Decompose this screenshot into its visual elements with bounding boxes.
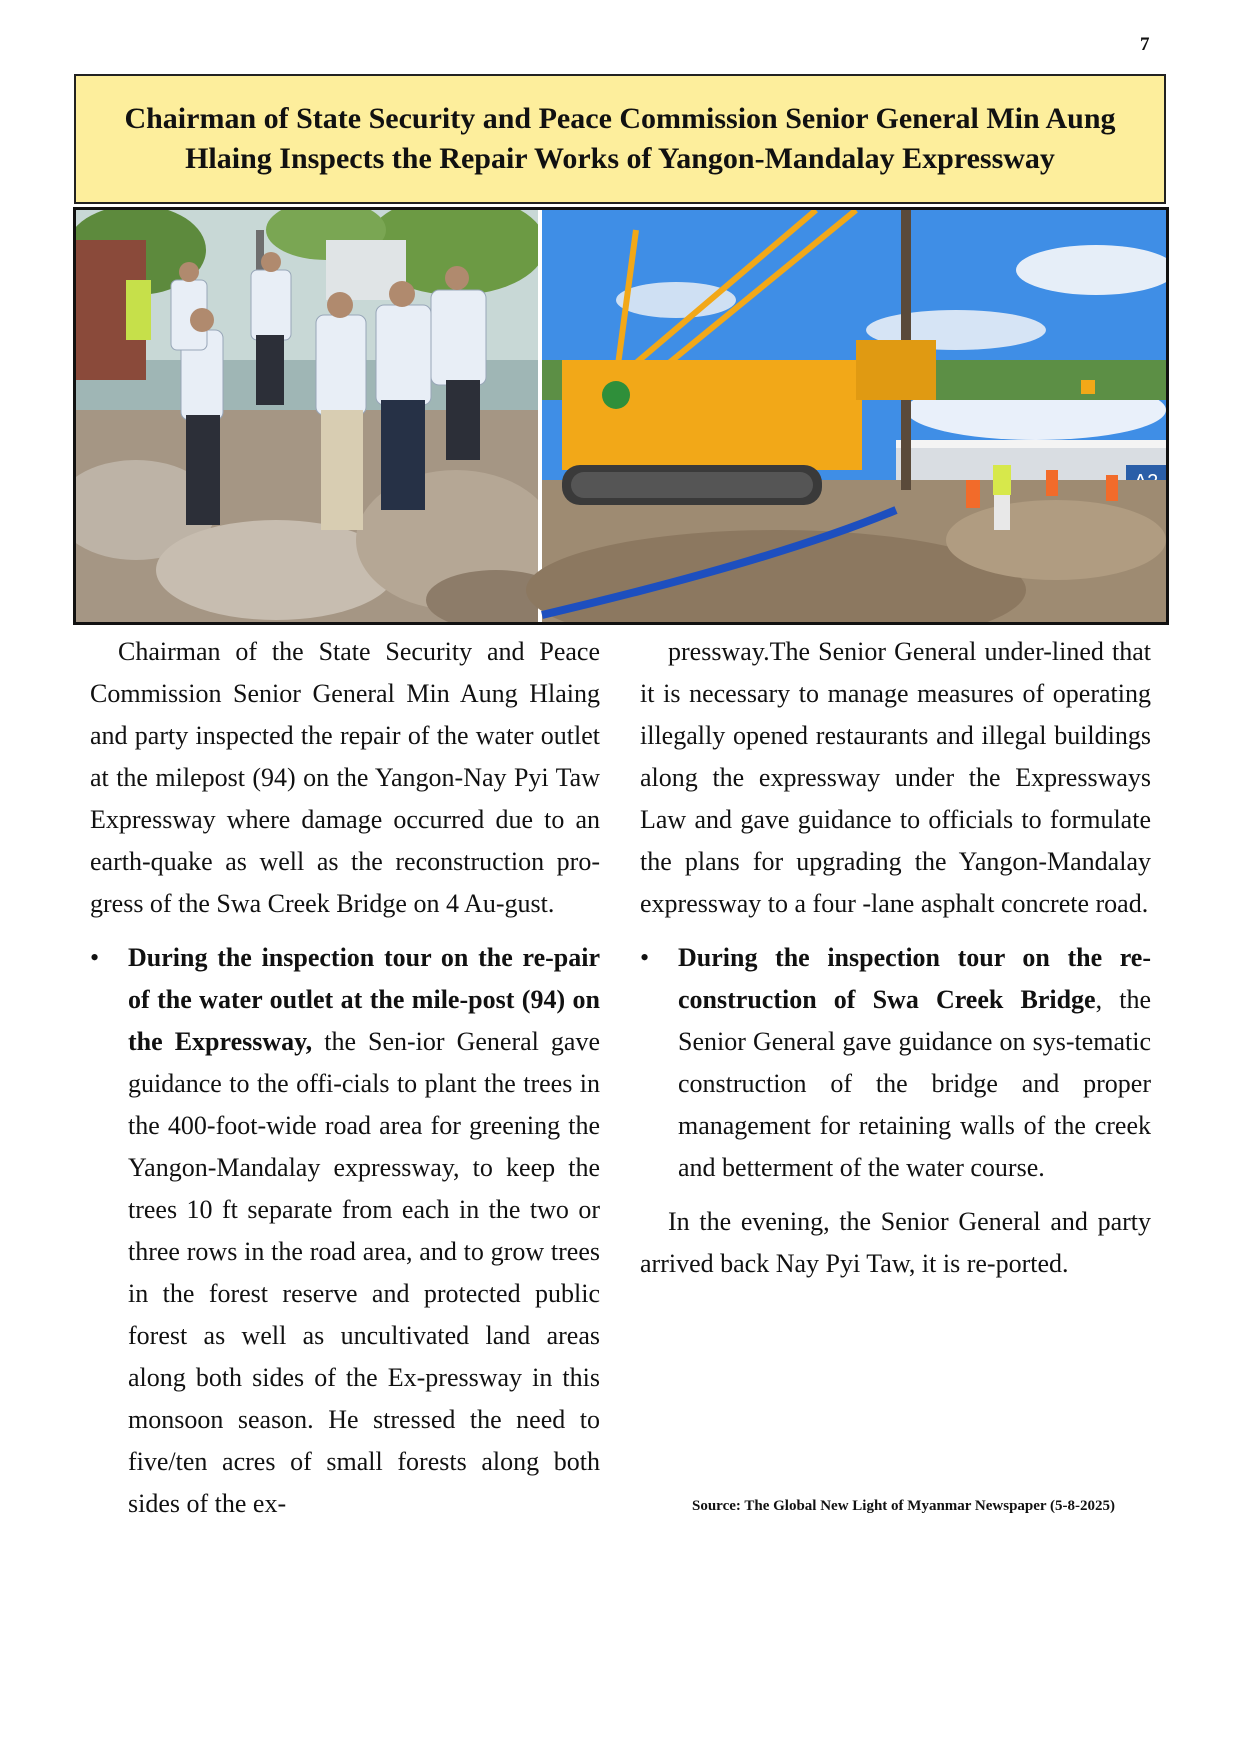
article-column-right bbox=[640, 631, 1151, 1285]
inspection-photo bbox=[76, 210, 566, 622]
article-column-left bbox=[90, 631, 600, 1525]
intro-paragraph: Chairman of the State Security and Peace Commission Senior General Min Aung Hlaing and party inspected the repair of the water outlet at the milepost (94) on the Yangon-Nay Pyi Taw Expressway where damage occurred due to an earth-quake as well as the reconstruction pro-gress of the Swa Creek Bridge on 4 Au-gust. bbox=[90, 637, 600, 918]
photo-strip bbox=[73, 207, 1169, 625]
bullet-outlet-text bbox=[128, 937, 600, 1525]
bullet-icon: • bbox=[90, 943, 100, 972]
bullet-outlet-body: the Sen-ior General gave guidance to the offi-cials to plant the trees in the 400-foot-wide road area for greening the Yangon-Mandalay expressway, to keep the trees 10 ft separate from each in the two or three rows in the road area, and to grow trees in the forest reserve and protected public forest as well as uncultivated land areas along both sides of the Ex-pressway in this monsoon season. He stressed the need to five/ten acres of small forests along both sides of the ex- bbox=[128, 1027, 600, 1518]
bullet-bridge-body: , the Senior General gave guidance on sys-tematic construction of the bridge and proper management for retaining walls of the creek and betterment of the water course. bbox=[678, 985, 1152, 1182]
headline-box bbox=[74, 74, 1166, 204]
closing-paragraph: In the evening, the Senior General and party arrived back Nay Pyi Taw, it is re-ported. bbox=[640, 1207, 1151, 1278]
bullet-bridge-lead: During the inspection tour on the re-construction of Swa Creek Bridge bbox=[678, 943, 1151, 1014]
continuation-paragraph: pressway.The Senior General under-lined that it is necessary to manage measures of operating illegally opened restaurants and illegal buildings along the expressway under the Expressways Law and gave guidance to officials to formulate the plans for upgrading the Yangon-Mandalay expressway to a four -lane asphalt concrete road. bbox=[640, 637, 1151, 918]
bullet-item-outlet bbox=[90, 937, 600, 1525]
headline bbox=[112, 99, 1127, 179]
bullet-icon: • bbox=[640, 943, 650, 972]
construction-photo bbox=[526, 210, 1166, 622]
bullet-item-bridge bbox=[640, 937, 1151, 1189]
source-citation: Source: The Global New Light of Myanmar Newspaper (5-8-2025) bbox=[692, 1498, 1116, 1514]
bullet-bridge-text bbox=[678, 937, 1151, 1189]
headline-line-2: Hlaing Inspects the Repair Works of Yangon-Mandalay Expressway bbox=[185, 142, 1055, 175]
page-number: 7 bbox=[1140, 34, 1150, 55]
bullet-outlet-lead: During the inspection tour on the re-pair of the water outlet at the mile-post (94) on the Expressway, bbox=[128, 943, 600, 1056]
headline-line-1: Chairman of State Security and Peace Commission Senior General Min Aung bbox=[124, 102, 1116, 135]
